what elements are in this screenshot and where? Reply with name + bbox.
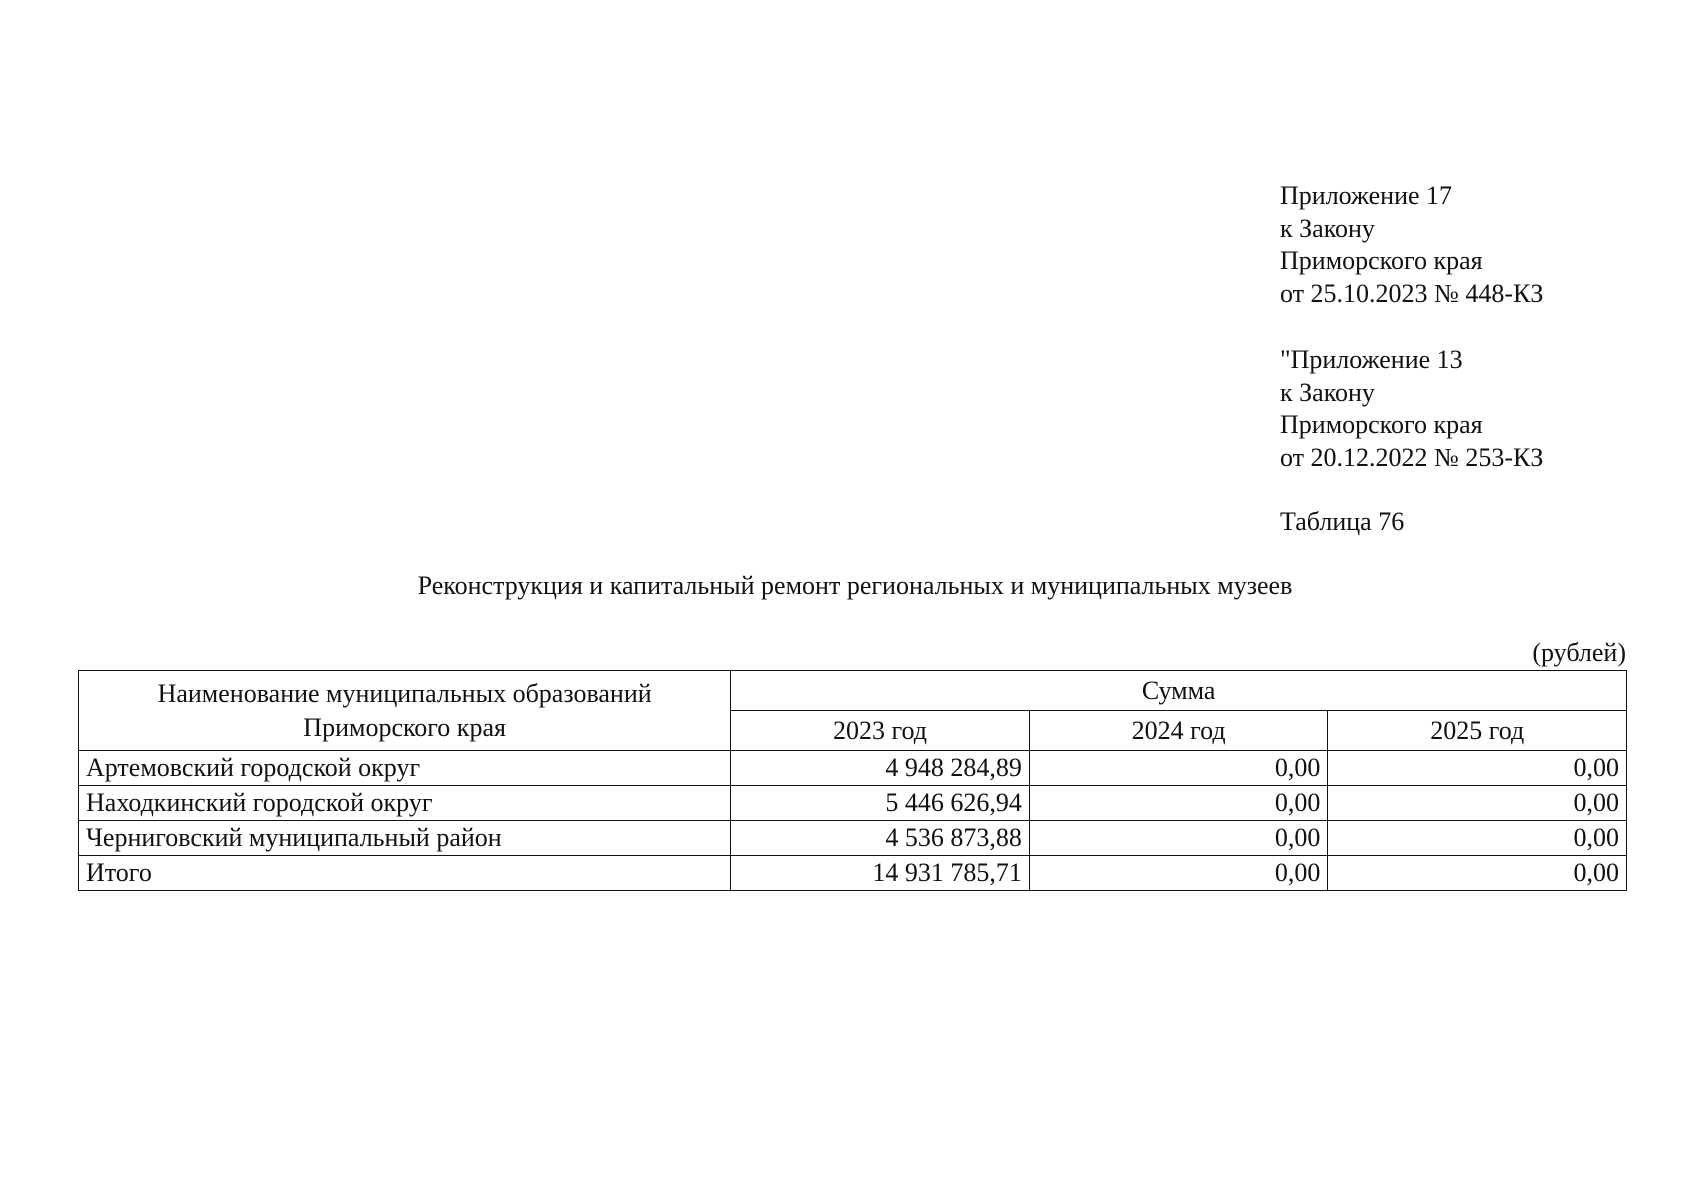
row-value-2025: 0,00 bbox=[1328, 786, 1627, 821]
header-year-2023: 2023 год bbox=[731, 711, 1030, 751]
document-title: Реконструкция и капитальный ремонт региональных и муниципальных музеев bbox=[417, 571, 1293, 600]
total-label: Итого bbox=[79, 856, 731, 891]
row-name: Черниговский муниципальный район bbox=[79, 821, 731, 856]
row-value-2025: 0,00 bbox=[1328, 751, 1627, 786]
row-value-2024: 0,00 bbox=[1029, 821, 1328, 856]
appendix-amended-line2: к Закону bbox=[1280, 377, 1375, 407]
appendix-current-line3: Приморского края bbox=[1280, 246, 1483, 275]
appendix-current-line4: от 25.10.2023 № 448-КЗ bbox=[1280, 278, 1544, 308]
header-sum: Сумма bbox=[731, 671, 1627, 711]
appendix-current-header bbox=[1280, 180, 1543, 310]
table-total-row bbox=[79, 856, 1627, 891]
appendix-amended-header bbox=[1280, 344, 1543, 474]
appendix-amended-line3: Приморского края bbox=[1280, 410, 1483, 439]
appendix-amended-line1: "Приложение 13 bbox=[1280, 345, 1463, 374]
appendix-current-line1: Приложение 17 bbox=[1280, 181, 1453, 210]
header-year-2024: 2024 год bbox=[1029, 711, 1328, 751]
table-row bbox=[79, 751, 1627, 786]
total-value-2024: 0,00 bbox=[1029, 856, 1328, 891]
table-row bbox=[79, 821, 1627, 856]
table-number: Таблица 76 bbox=[1280, 507, 1405, 536]
table-header-row bbox=[79, 671, 1627, 711]
header-year-2025: 2025 год bbox=[1328, 711, 1627, 751]
row-value-2025: 0,00 bbox=[1328, 821, 1627, 856]
row-value-2023: 4 948 284,89 bbox=[731, 751, 1030, 786]
total-value-2023: 14 931 785,71 bbox=[731, 856, 1030, 891]
total-value-2025: 0,00 bbox=[1328, 856, 1627, 891]
header-municipality: Наименование муниципальных образований Приморского края bbox=[79, 671, 731, 751]
table-row bbox=[79, 786, 1627, 821]
appendix-amended-line4: от 20.12.2022 № 253-КЗ bbox=[1280, 442, 1544, 472]
row-value-2024: 0,00 bbox=[1029, 786, 1328, 821]
row-name: Находкинский городской округ bbox=[79, 786, 731, 821]
row-value-2023: 4 536 873,88 bbox=[731, 821, 1030, 856]
appendix-current-line2: к Закону bbox=[1280, 213, 1375, 243]
row-name: Артемовский городской округ bbox=[79, 751, 731, 786]
units-label: (рублей) bbox=[1532, 638, 1626, 667]
row-value-2023: 5 446 626,94 bbox=[731, 786, 1030, 821]
allocation-table bbox=[78, 670, 1627, 891]
row-value-2024: 0,00 bbox=[1029, 751, 1328, 786]
